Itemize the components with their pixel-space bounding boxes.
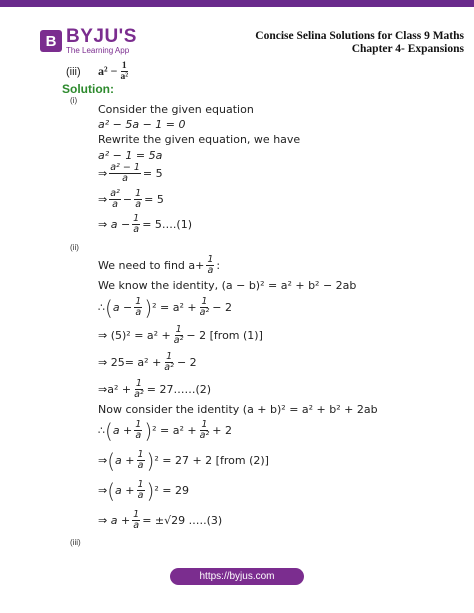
logo-name: BYJU'S <box>66 26 137 47</box>
part-i-line-1: Consider the given equation <box>98 103 254 116</box>
part-ii-l11-pre: ⇒ a + <box>98 514 131 527</box>
part-i-l6-n1: a² <box>110 188 120 199</box>
document-title: Concise Selina Solutions for Class 9 Maths Chapter 4- Expansions <box>255 30 464 55</box>
part-ii-l8-den2: a² <box>199 430 210 441</box>
question-expr-num: 1 <box>121 61 127 71</box>
part-ii-l4-den: a² <box>173 335 184 346</box>
part-ii-l10-pre: ⇒ <box>98 484 108 497</box>
part-ii-l1-pre: We need to find a+ <box>98 259 205 272</box>
part-ii-l1-post: : <box>216 259 221 272</box>
part-i-l7-pre: ⇒ a − <box>98 218 131 231</box>
part-ii-l8-post: + 2 <box>212 424 232 437</box>
part-ii-l3-lead: a − <box>112 301 133 314</box>
top-accent-bar <box>0 0 474 7</box>
part-i-l6-d2: a <box>135 199 142 210</box>
part-i-l5-den: a <box>122 173 128 184</box>
part-ii-line-7: Now consider the identity (a + b)² = a² + b² + 2ab <box>98 403 378 416</box>
part-ii-l9-num: 1 <box>137 449 144 460</box>
part-ii-l5-pre: ⇒ 25= a² + <box>98 356 162 369</box>
part-i-line-4: a² − 1 = 5a <box>98 149 163 162</box>
part-ii-line-10: ⇒ ( a + $\frac{1}{a}$ ) ² = 29 <box>98 478 189 503</box>
part-ii-l4-post: − 2 [from (1)] <box>186 329 263 342</box>
part-ii-l5-post: − 2 <box>176 356 197 369</box>
byjus-logo <box>40 27 137 55</box>
part-ii-l11-post: = ±√29 .….(3) <box>142 514 223 527</box>
logo-mark: B <box>40 30 62 52</box>
part-ii-l8-num2: 1 <box>201 419 208 430</box>
part-i-l5-pre: ⇒ <box>98 167 108 180</box>
part-ii-l1-num: 1 <box>207 254 214 265</box>
part-ii-l6-den: a² <box>134 389 144 400</box>
question-expr-lead: a² − <box>98 64 118 78</box>
part-ii-l10-post: ² = 29 <box>154 484 189 497</box>
part-i-l6-post: = 5 <box>144 193 164 206</box>
part-ii-l4-pre: ⇒ (5)² = a² + <box>98 329 171 342</box>
part-ii-l6-pre: ⇒a² + <box>98 383 132 396</box>
question-expr-den: a² <box>120 72 129 82</box>
part-ii-l4-num: 1 <box>175 324 182 335</box>
part-ii-line-5 <box>98 352 197 373</box>
part-i-line-3: Rewrite the given equation, we have <box>98 133 301 146</box>
part-ii-l1-den: a <box>207 265 214 276</box>
footer-url-link[interactable]: https://byjus.com <box>170 568 304 585</box>
part-ii-l9-den: a <box>137 460 144 471</box>
part-ii-l3-mid: ² = a² + <box>152 301 197 314</box>
part-ii-l3-post: − 2 <box>212 301 232 314</box>
part-ii-l8-lead: a + <box>112 424 133 437</box>
part-ii-line-9: ⇒ ( a + $\frac{1}{a}$ ) ² = 27 + 2 [from (2)] <box>98 448 269 473</box>
question-label: (iii) <box>66 66 81 78</box>
part-i-line-6 <box>98 189 164 210</box>
part-ii-l5-den: a² <box>164 362 174 373</box>
part-i-l6-n2: 1 <box>135 188 142 199</box>
part-i-l7-post: = 5….(1) <box>142 218 193 231</box>
logo-tagline: The Learning App <box>66 46 130 55</box>
part-i-line-7 <box>98 214 192 235</box>
part-ii-l11-num: 1 <box>133 509 140 520</box>
part-ii-line-4 <box>98 325 263 346</box>
part-ii-l10-lead: a + <box>115 484 135 497</box>
part-iii-label: (iii) <box>70 538 81 547</box>
part-ii-line-6 <box>98 379 211 400</box>
part-ii-l6-post: = 27……(2) <box>146 383 212 396</box>
part-i-line-2: a² − 5a − 1 = 0 <box>98 118 186 131</box>
part-ii-l3-pre: ∴ <box>98 301 105 314</box>
part-i-l7-den: a <box>133 224 140 235</box>
part-ii-line-1 <box>98 255 220 276</box>
part-ii-l9-pre: ⇒ <box>98 454 108 467</box>
solution-heading: Solution: <box>62 82 114 96</box>
part-ii-label: (ii) <box>70 243 79 252</box>
part-i-l6-pre: ⇒ <box>98 193 108 206</box>
part-ii-l3-den2: a² <box>199 307 210 318</box>
part-i-l5-post: = 5 <box>142 167 163 180</box>
part-i-label: (i) <box>70 96 78 105</box>
part-i-l6-mid: − <box>122 193 133 206</box>
part-ii-line-2: We know the identity, (a − b)² = a² + b² − 2ab <box>98 279 357 292</box>
part-ii-l5-num: 1 <box>166 351 173 362</box>
part-ii-line-3: ∴ ( a − $\frac{1}{a}$ ) ² = a² + $\frac{1}{\text{a²}}$ − 2 <box>98 295 232 320</box>
part-ii-l9-post: ² = 27 + 2 [from (2)] <box>154 454 269 467</box>
part-ii-line-8: ∴ ( a + $\frac{1}{a}$ ) ² = a² + $\frac{1}{\text{a²}}$ + 2 <box>98 418 232 443</box>
question-expression <box>98 61 131 82</box>
part-ii-l3-num1: 1 <box>135 296 142 307</box>
part-ii-l3-num2: 1 <box>201 296 208 307</box>
part-i-l6-d1: a <box>112 199 118 210</box>
part-ii-l8-mid: ² = a² + <box>152 424 197 437</box>
part-ii-l10-den: a <box>137 490 144 501</box>
part-ii-l6-num: 1 <box>135 378 142 389</box>
part-ii-l10-num: 1 <box>137 479 144 490</box>
part-ii-l8-num1: 1 <box>135 419 142 430</box>
part-ii-l8-den1: a <box>135 430 142 441</box>
part-i-l5-num: a² − 1 <box>110 162 140 173</box>
part-ii-l3-den1: a <box>135 307 142 318</box>
part-i-line-5 <box>98 163 163 184</box>
part-ii-l11-den: a <box>133 520 140 531</box>
part-ii-l8-pre: ∴ <box>98 424 105 437</box>
part-ii-line-11 <box>98 510 222 531</box>
part-ii-l9-lead: a + <box>115 454 135 467</box>
part-i-l7-num: 1 <box>133 213 140 224</box>
